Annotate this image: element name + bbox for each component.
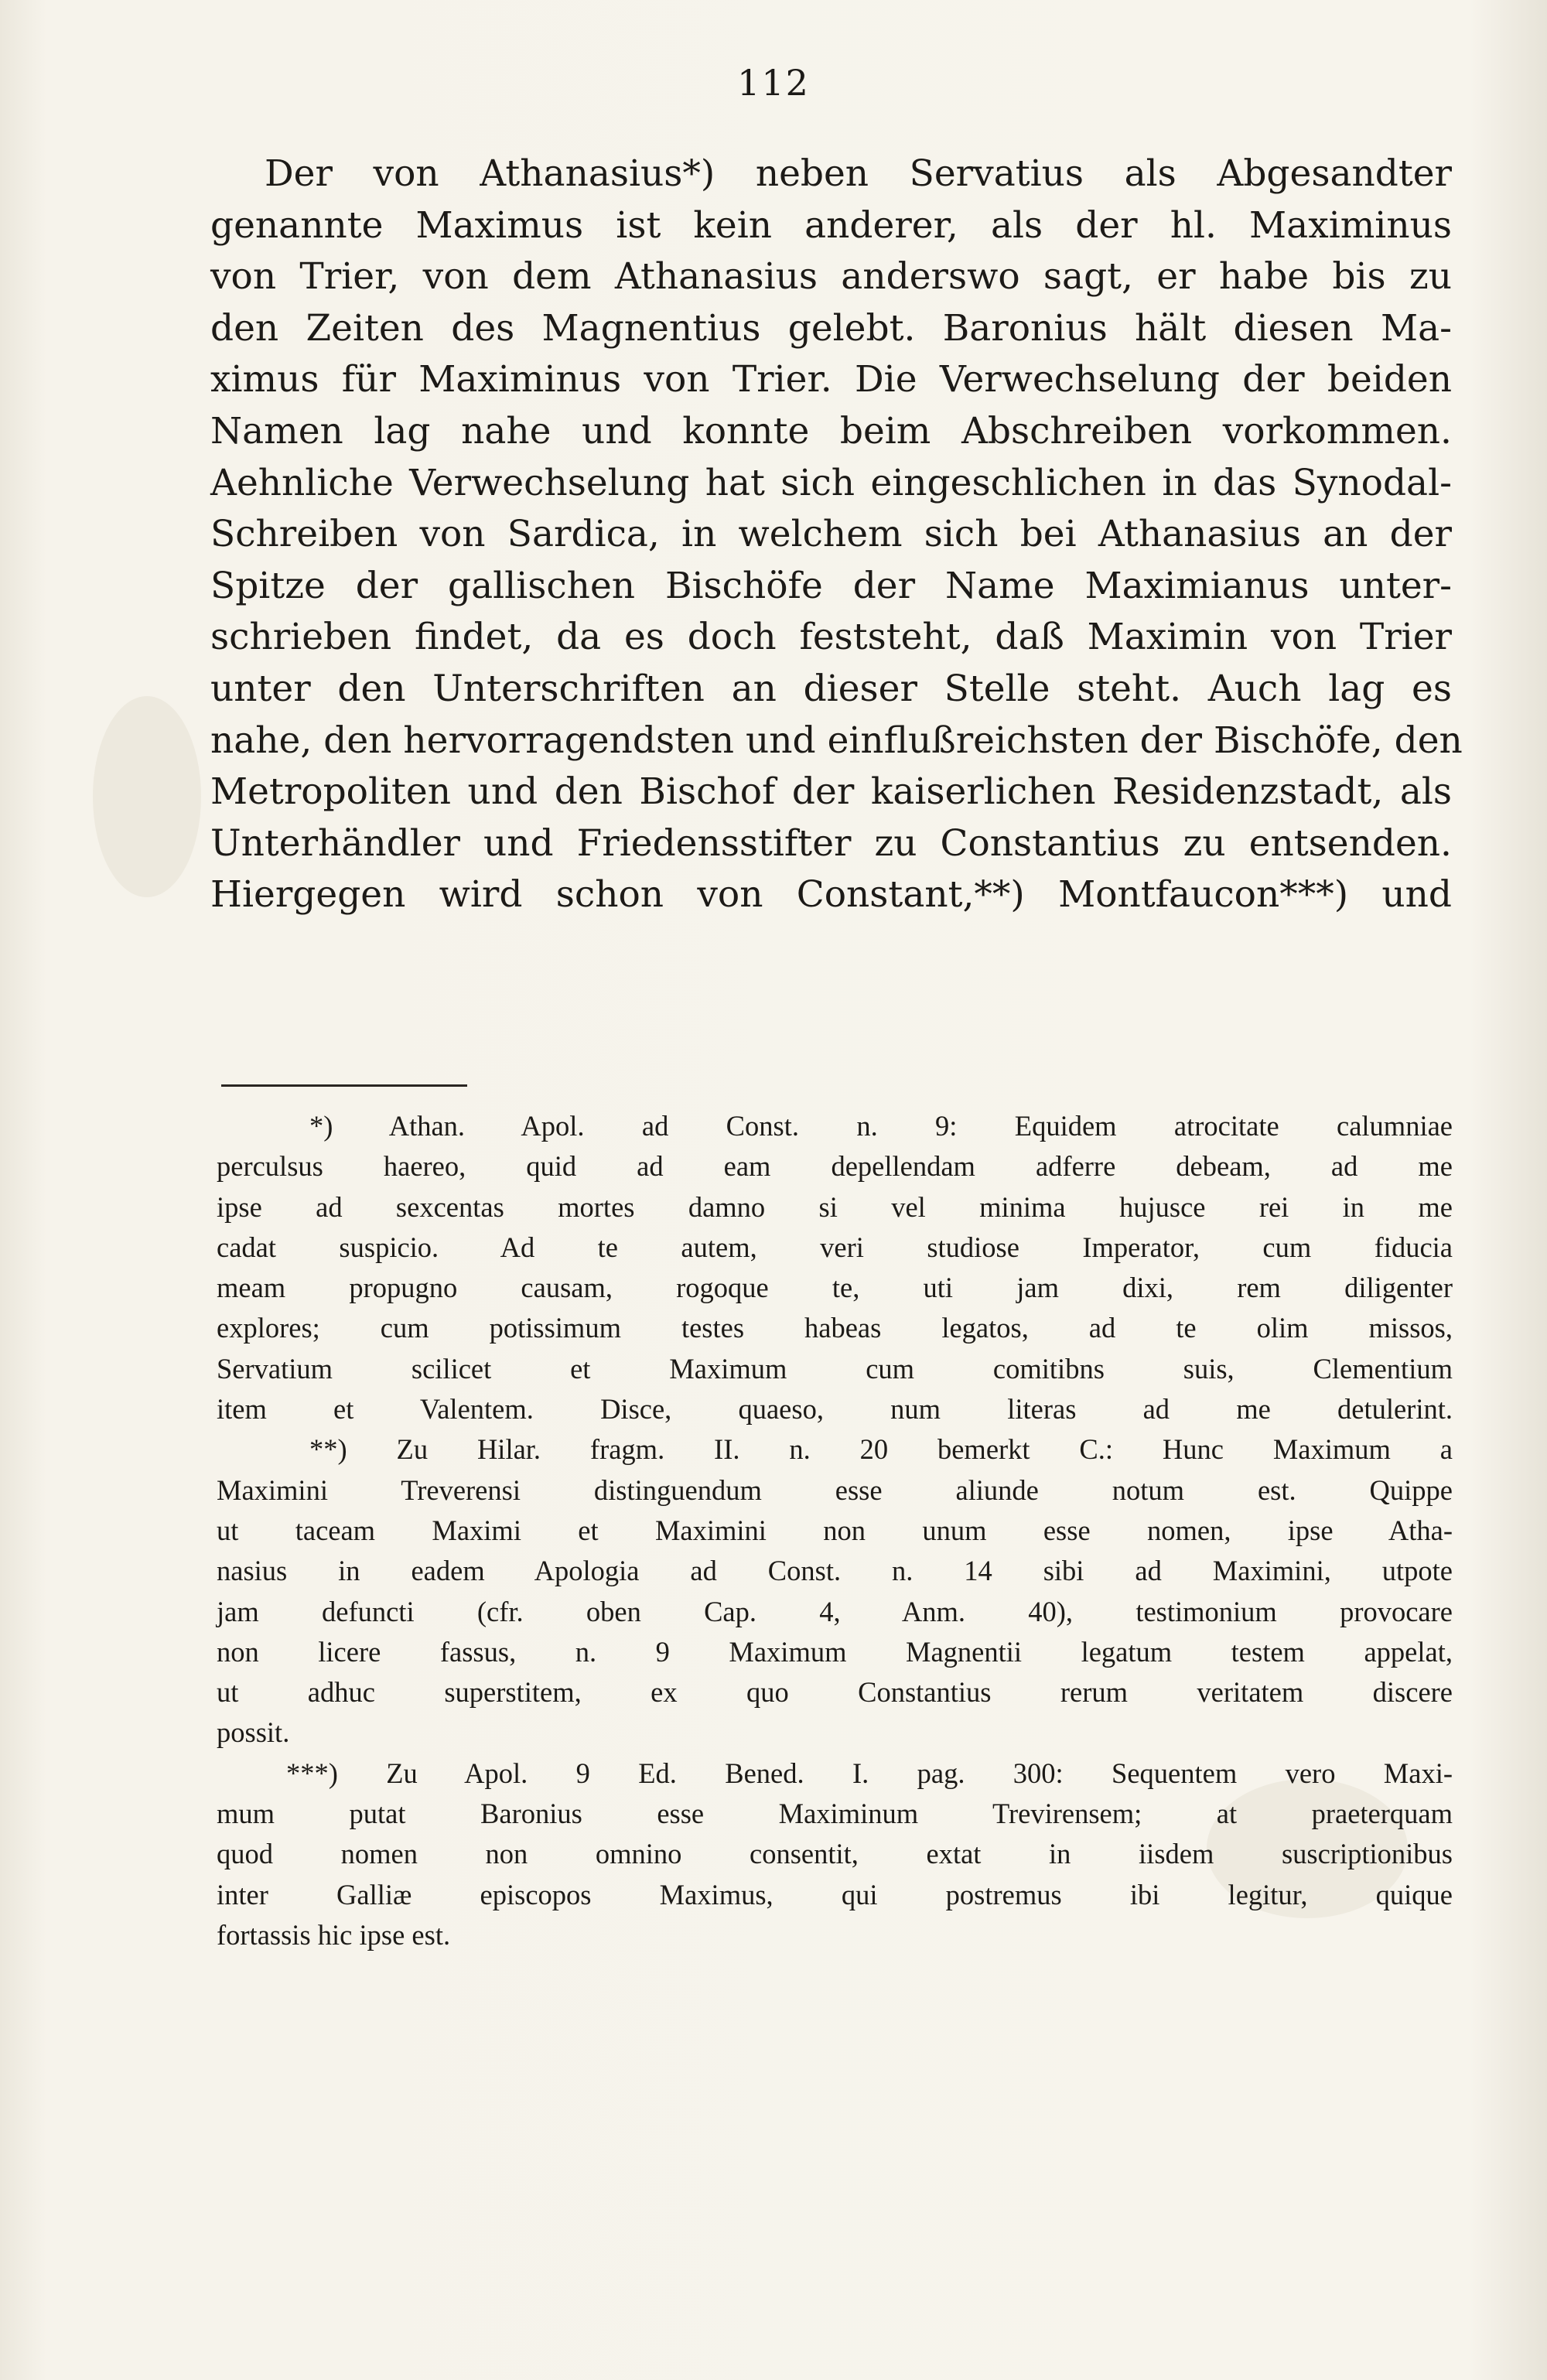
footnote-line: **) Zu Hilar. fragm. II. n. 20 bemerkt C.: Hunc Maximum a — [309, 1433, 1453, 1466]
footnote-line: *) Athan. Apol. ad Const. n. 9: Equidem atrocitate calumniae — [309, 1110, 1453, 1142]
footnote-line: quod nomen non omnino consentit, extat in iisdem suscriptionibus — [217, 1838, 1453, 1870]
main-text-block — [210, 149, 1463, 921]
footnote-line: non licere fassus, n. 9 Maximum Magnentii legatum testem appelat, — [217, 1635, 1453, 1668]
main-text-line: den Zeiten des Magnentius gelebt. Baronius hält diesen Ma- — [210, 306, 1452, 350]
footnote-line: possit. — [217, 1716, 290, 1749]
footnote-line: item et Valentem. Disce, quaeso, num literas ad me detulerint. — [217, 1393, 1453, 1426]
main-text-line: unter den Unterschriften an dieser Stelle steht. Auch lag es — [210, 667, 1452, 710]
footnote-line: ut taceam Maximi et Maximini non unum esse nomen, ipse Atha- — [217, 1514, 1453, 1546]
main-text-line: Namen lag nahe und konnte beim Abschreiben vorkommen. — [210, 409, 1452, 452]
main-text-line: Schreiben von Sardica, in welchem sich bei Athanasius an der — [210, 513, 1452, 556]
main-text-line: ximus für Maximinus von Trier. Die Verwechselung der beiden — [210, 358, 1452, 401]
footnote-line: nasius in eadem Apologia ad Const. n. 14 sibi ad Maximini, utpote — [217, 1555, 1453, 1587]
main-text-line: Der von Athanasius*) neben Servatius als Abgesandter — [265, 152, 1452, 195]
footnote-line: jam defuncti (cfr. oben Cap. 4, Anm. 40), testimonium provocare — [217, 1595, 1453, 1627]
footnote-line: Maximini Treverensi distinguendum esse aliunde notum est. Quippe — [217, 1473, 1453, 1506]
footnote-line: explores; cum potissimum testes habeas legatos, ad te olim missos, — [217, 1312, 1453, 1344]
footnote-separator-rule — [221, 1084, 467, 1087]
footnote-line: mum putat Baronius esse Maximinum Trevirensem; at praeterquam — [217, 1798, 1453, 1830]
footnote-line: perculsus haereo, quid ad eam depellendam adferre debeam, ad me — [217, 1150, 1453, 1183]
footnote-line: ut adhuc superstitem, ex quo Constantius rerum veritatem discere — [217, 1676, 1453, 1709]
footnote-line: Servatium scilicet et Maximum cum comitibns suis, Clementium — [217, 1352, 1453, 1385]
footnote-line: fortassis hic ipse est. — [217, 1918, 451, 1951]
footnote-line: ***) Zu Apol. 9 Ed. Bened. I. pag. 300: Sequentem vero Maxi- — [286, 1757, 1453, 1789]
main-text-line: Spitze der gallischen Bischöfe der Name Maximianus unter- — [210, 564, 1452, 607]
page-number: 112 — [737, 62, 810, 104]
main-text-line: Metropoliten und den Bischof der kaiserlichen Residenzstadt, als — [210, 770, 1452, 814]
footnote-line: inter Galliæ episcopos Maximus, qui postremus ibi legitur, quique — [217, 1878, 1453, 1910]
paper-stain — [93, 696, 201, 897]
footnote-line: ipse ad sexcentas mortes damno si vel minima hujusce rei in me — [217, 1190, 1453, 1223]
footnote-line: meam propugno causam, rogoque te, uti jam dixi, rem diligenter — [217, 1272, 1453, 1304]
footnote-line: cadat suspicio. Ad te autem, veri studiose Imperator, cum fiducia — [217, 1231, 1453, 1263]
footnote-2 — [217, 1429, 1453, 1753]
footnote-3 — [217, 1753, 1453, 1955]
main-text-line: genannte Maximus ist kein anderer, als der hl. Maximinus — [210, 203, 1452, 247]
main-text-line: Unterhändler und Friedensstifter zu Constantius zu entsenden. — [210, 821, 1452, 865]
footnotes-block — [217, 1106, 1453, 1955]
main-text-line: schrieben findet, da es doch feststeht, daß Maximin von Trier — [210, 616, 1452, 659]
main-text-line: Hiergegen wird schon von Constant,**) Montfaucon***) und — [210, 873, 1452, 917]
main-text-line: nahe, den hervorragendsten und einflußreichsten der Bischöfe, den — [210, 719, 1463, 762]
footnote-1 — [217, 1106, 1453, 1429]
main-text-line: von Trier, von dem Athanasius anderswo sagt, er habe bis zu — [210, 255, 1452, 299]
main-text-line: Aehnliche Verwechselung hat sich eingeschlichen in das Synodal- — [210, 461, 1452, 504]
